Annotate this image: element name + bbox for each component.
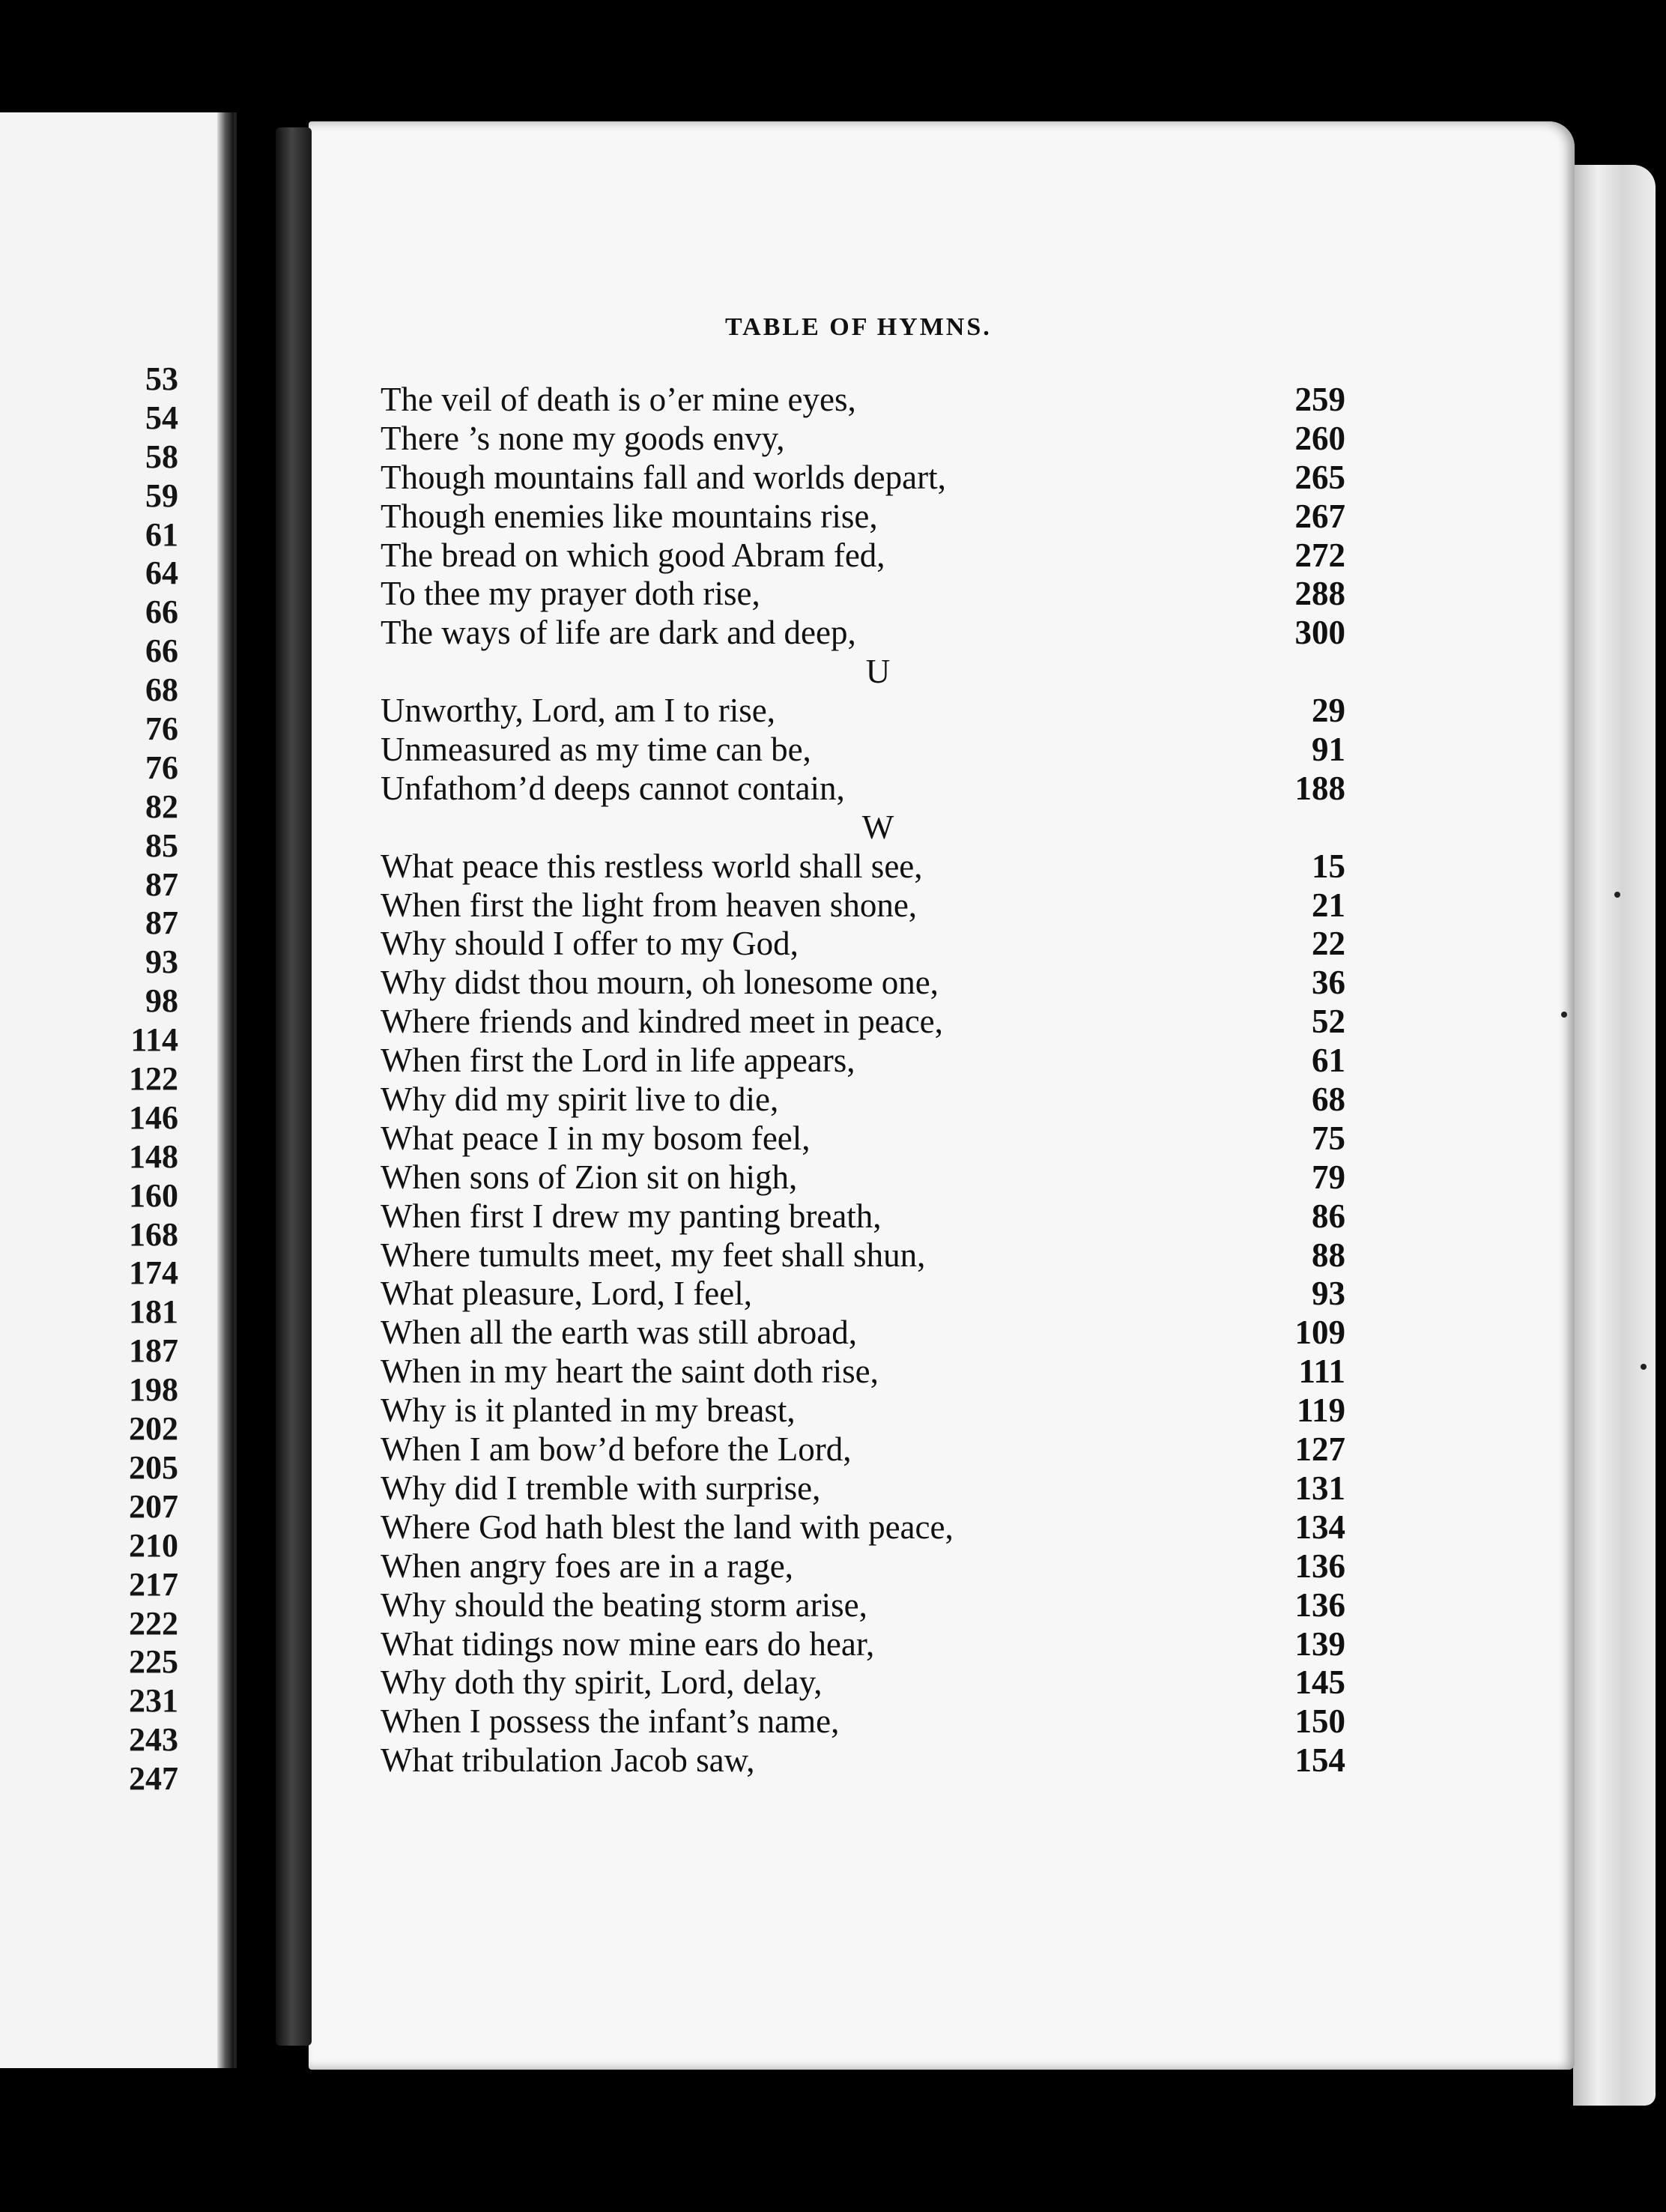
left-page-number-column xyxy=(0,360,178,1798)
hymn-first-line: The bread on which good Abram fed, xyxy=(381,536,885,574)
hymn-number: 86 xyxy=(1312,1197,1345,1235)
hymn-first-line: What pleasure, Lord, I feel, xyxy=(381,1275,753,1313)
left-page-number: 66 xyxy=(145,632,178,670)
hymn-entry xyxy=(381,731,1345,770)
hymn-entry xyxy=(381,1663,1345,1702)
hymn-entry xyxy=(381,1430,1345,1469)
hymn-first-line: Why didst thou mourn, oh lonesome one, xyxy=(381,964,939,1002)
hymn-entry xyxy=(381,1508,1345,1547)
hymn-first-line: When I am bow’d before the Lord, xyxy=(381,1430,852,1469)
book-spine xyxy=(276,127,312,2046)
hymn-entry xyxy=(381,1702,1345,1741)
hymn-number: 52 xyxy=(1312,1003,1345,1041)
hymn-number: 139 xyxy=(1294,1625,1345,1663)
hymn-number: 260 xyxy=(1294,419,1345,457)
hymn-number: 265 xyxy=(1294,458,1345,496)
hymn-first-line: To thee my prayer doth rise, xyxy=(381,575,760,613)
hymn-entry xyxy=(381,1547,1345,1586)
hymn-first-line: When first I drew my panting breath, xyxy=(381,1197,882,1235)
hymn-first-line: Unfathom’d deeps cannot contain, xyxy=(381,769,845,807)
hymn-entry xyxy=(381,1391,1345,1430)
hymn-first-line: Why did my spirit live to die, xyxy=(381,1081,779,1119)
left-page-number: 243 xyxy=(129,1721,178,1759)
hymn-number: 21 xyxy=(1312,886,1345,924)
speck xyxy=(1561,1012,1567,1018)
hymn-entry xyxy=(381,614,1345,653)
section-letter: W xyxy=(861,808,894,846)
hymn-first-line: Why should the beating storm arise, xyxy=(381,1586,867,1624)
hymn-number: 61 xyxy=(1312,1042,1345,1080)
page-heading: TABLE OF HYMNS. xyxy=(725,313,992,341)
hymn-first-line: When I possess the infant’s name, xyxy=(381,1702,840,1741)
hymn-entry xyxy=(381,925,1345,964)
page-edges xyxy=(1573,165,1656,2106)
hymn-first-line: Unworthy, Lord, am I to rise, xyxy=(381,692,775,730)
hymn-entry xyxy=(381,1081,1345,1119)
hymn-entry xyxy=(381,1119,1345,1158)
hymn-entry xyxy=(381,692,1345,731)
left-page-number: 187 xyxy=(129,1332,178,1370)
hymn-entry xyxy=(381,1741,1345,1780)
hymn-entry xyxy=(381,1625,1345,1664)
hymn-number: 288 xyxy=(1294,575,1345,613)
hymn-number: 136 xyxy=(1294,1586,1345,1624)
left-page-number: 198 xyxy=(129,1371,178,1409)
hymn-entry xyxy=(381,1042,1345,1081)
hymn-number: 29 xyxy=(1312,692,1345,730)
hymn-number: 111 xyxy=(1298,1353,1345,1391)
hymn-number: 267 xyxy=(1294,497,1345,535)
hymn-first-line: Though mountains fall and worlds depart, xyxy=(381,458,946,496)
hymn-number: 131 xyxy=(1294,1469,1345,1507)
hymn-first-line: When all the earth was still abroad, xyxy=(381,1314,858,1352)
hymn-first-line: When first the light from heaven shone, xyxy=(381,886,918,924)
hymn-entry xyxy=(381,1275,1345,1314)
hymn-first-line: Why is it planted in my breast, xyxy=(381,1391,796,1430)
hymn-number: 154 xyxy=(1294,1741,1345,1780)
hymn-entry xyxy=(381,1003,1345,1042)
left-page-number: 207 xyxy=(129,1487,178,1525)
hymn-entry xyxy=(381,420,1345,459)
section-letter: U xyxy=(865,653,891,691)
left-page-number: 54 xyxy=(145,399,178,436)
hymn-entry xyxy=(381,575,1345,614)
hymn-entry xyxy=(381,381,1345,420)
left-page-number: 146 xyxy=(129,1099,178,1136)
left-page-number: 225 xyxy=(129,1643,178,1681)
hymn-number: 22 xyxy=(1312,925,1345,963)
left-page-number: 174 xyxy=(129,1254,178,1292)
left-page-number: 53 xyxy=(145,360,178,397)
hymn-first-line: What peace this restless world shall see, xyxy=(381,847,923,885)
hymn-number: 79 xyxy=(1312,1158,1345,1196)
left-page-number: 247 xyxy=(129,1760,178,1798)
hymn-first-line: When sons of Zion sit on high, xyxy=(381,1158,798,1196)
left-page-number: 222 xyxy=(129,1604,178,1642)
hymn-number: 88 xyxy=(1312,1236,1345,1274)
hymn-number: 15 xyxy=(1312,847,1345,885)
left-page-number: 231 xyxy=(129,1682,178,1720)
hymn-entry xyxy=(381,1353,1345,1391)
hymn-first-line: What peace I in my bosom feel, xyxy=(381,1119,811,1157)
hymn-number: 68 xyxy=(1312,1081,1345,1119)
hymn-number: 272 xyxy=(1294,536,1345,574)
left-page-number: 202 xyxy=(129,1410,178,1448)
hymn-number: 75 xyxy=(1312,1119,1345,1157)
hymn-entry xyxy=(381,1197,1345,1236)
hymn-first-line: Where God hath blest the land with peace, xyxy=(381,1508,954,1546)
hymn-number: 136 xyxy=(1294,1547,1345,1585)
hymn-entry xyxy=(381,964,1345,1003)
hymn-first-line: Why doth thy spirit, Lord, delay, xyxy=(381,1663,823,1702)
left-page-number: 217 xyxy=(129,1565,178,1603)
hymn-entry xyxy=(381,1314,1345,1353)
hymn-entry xyxy=(381,886,1345,925)
hymn-number: 259 xyxy=(1294,381,1345,418)
left-page-number: 181 xyxy=(129,1293,178,1331)
left-page-number: 66 xyxy=(145,593,178,631)
hymn-first-line: The ways of life are dark and deep, xyxy=(381,614,856,652)
hymn-first-line: Unmeasured as my time can be, xyxy=(381,731,811,769)
left-page-number: 168 xyxy=(129,1215,178,1253)
left-page-number: 205 xyxy=(129,1448,178,1486)
hymn-entry xyxy=(381,498,1345,537)
hymn-first-line: There ’s none my goods envy, xyxy=(381,419,785,457)
hymn-first-line: When first the Lord in life appears, xyxy=(381,1042,855,1080)
left-page-gutter xyxy=(217,112,234,2068)
left-page-number: 98 xyxy=(145,982,178,1020)
hymn-entry xyxy=(381,847,1345,886)
hymn-number: 134 xyxy=(1294,1508,1345,1546)
left-page-number: 210 xyxy=(129,1526,178,1564)
speck xyxy=(1641,1364,1647,1370)
hymn-entry xyxy=(381,1586,1345,1625)
left-page-number: 85 xyxy=(145,827,178,864)
left-page-number: 76 xyxy=(145,710,178,748)
hymn-first-line: Why did I tremble with surprise, xyxy=(381,1469,821,1507)
hymn-first-line: Where friends and kindred meet in peace, xyxy=(381,1003,943,1041)
hymn-number: 93 xyxy=(1312,1275,1345,1313)
left-page-number: 82 xyxy=(145,788,178,825)
hymn-number: 188 xyxy=(1294,769,1345,807)
left-page-number: 87 xyxy=(145,865,178,903)
hymn-number: 36 xyxy=(1312,964,1345,1002)
left-page-number: 76 xyxy=(145,749,178,786)
hymn-first-line: What tidings now mine ears do hear, xyxy=(381,1625,875,1663)
hymn-number: 127 xyxy=(1294,1430,1345,1469)
hymn-first-line: When angry foes are in a rage, xyxy=(381,1547,793,1585)
left-page-number: 114 xyxy=(130,1021,178,1059)
left-page-number: 148 xyxy=(129,1137,178,1175)
hymn-entry xyxy=(381,1236,1345,1275)
left-page-number: 122 xyxy=(129,1060,178,1098)
hymn-first-line: When in my heart the saint doth rise, xyxy=(381,1353,879,1391)
hymn-number: 150 xyxy=(1294,1702,1345,1741)
hymn-first-line: Though enemies like mountains rise, xyxy=(381,497,878,535)
left-page-number: 64 xyxy=(145,554,178,592)
hymn-entry xyxy=(381,1469,1345,1508)
left-page-number: 93 xyxy=(145,943,178,981)
hymn-first-line: Why should I offer to my God, xyxy=(381,925,799,963)
hymn-number: 109 xyxy=(1294,1314,1345,1352)
left-page-number: 160 xyxy=(129,1176,178,1214)
hymn-entry xyxy=(381,537,1345,575)
left-page-number: 58 xyxy=(145,438,178,475)
hymn-number: 119 xyxy=(1296,1391,1345,1430)
hymn-entry xyxy=(381,770,1345,809)
hymn-first-line: What tribulation Jacob saw, xyxy=(381,1741,755,1780)
left-page-number: 59 xyxy=(145,477,178,514)
hymn-first-line: Where tumults meet, my feet shall shun, xyxy=(381,1236,926,1274)
left-page-number: 68 xyxy=(145,671,178,709)
hymn-number: 91 xyxy=(1312,731,1345,769)
hymn-number: 300 xyxy=(1294,614,1345,652)
hymn-first-line: The veil of death is o’er mine eyes, xyxy=(381,381,856,418)
hymn-index xyxy=(381,381,1345,1780)
speck xyxy=(1614,892,1620,898)
hymn-entry xyxy=(381,459,1345,498)
hymn-number: 145 xyxy=(1294,1663,1345,1702)
left-page-number: 87 xyxy=(145,904,178,942)
hymn-entry xyxy=(381,1158,1345,1197)
left-page-number: 61 xyxy=(145,516,178,553)
